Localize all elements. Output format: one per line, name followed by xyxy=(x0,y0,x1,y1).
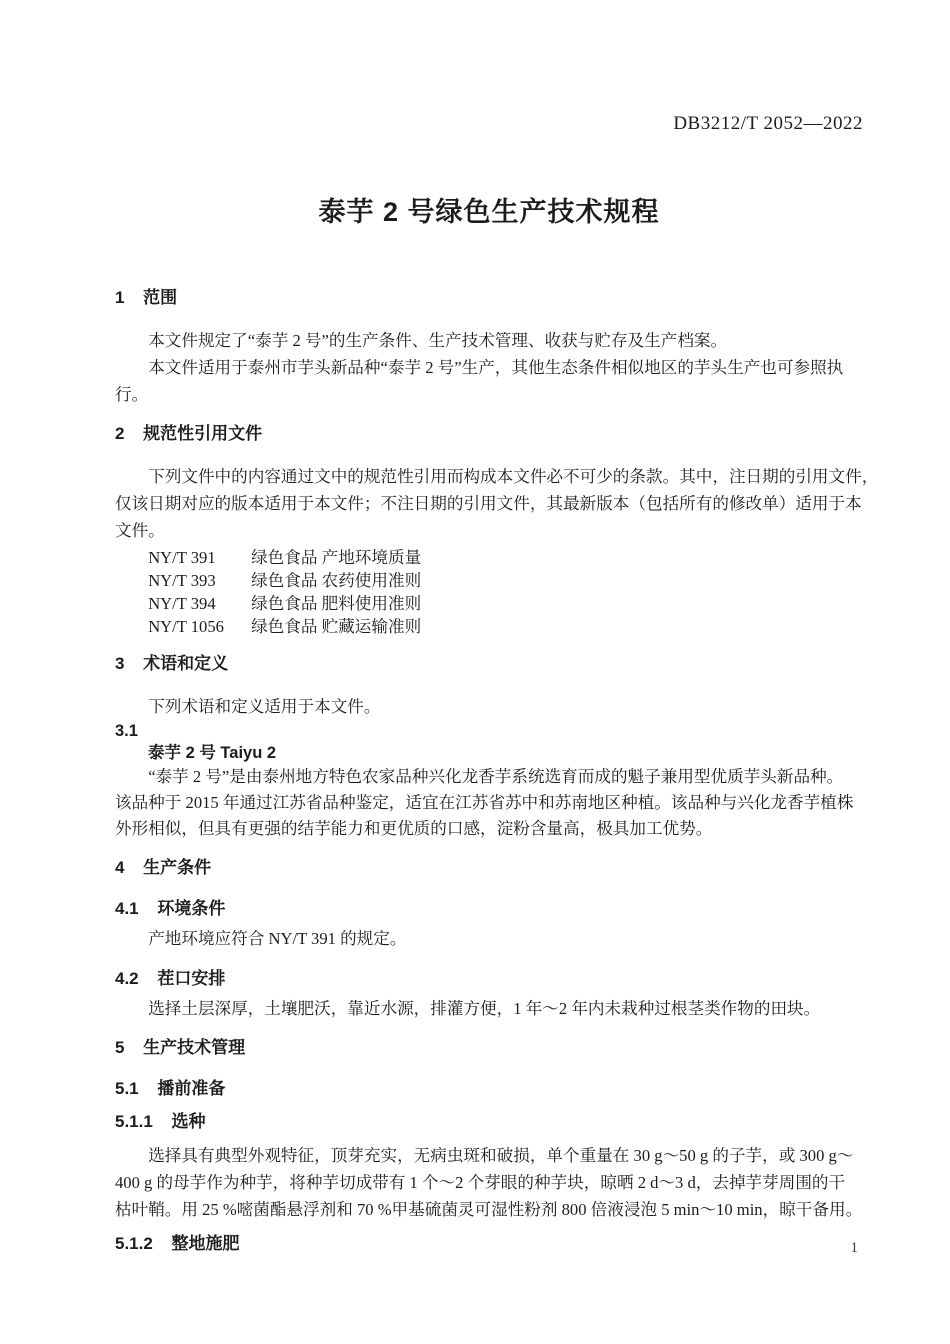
text-line: 选择具有典型外观特征，顶芽充实，无病虫斑和破损，单个重量在 30 g～50 g 的子芋，或 300 g～ xyxy=(148,1146,854,1165)
scope-paragraph-2 xyxy=(115,354,863,408)
reference-title: 绿色食品 肥料使用准则 xyxy=(251,594,422,613)
section-5-production-management-heading xyxy=(115,1036,863,1060)
section-2-normative-references-heading xyxy=(115,422,863,446)
text-line: 文件。 xyxy=(115,521,165,540)
heading-number: 5.1.1 xyxy=(115,1112,153,1131)
normative-reference-list xyxy=(115,546,863,638)
heading-label: 选种 xyxy=(171,1112,206,1131)
reference-item xyxy=(115,615,863,638)
document-body xyxy=(115,286,879,1256)
section-4-production-conditions-heading xyxy=(115,856,863,880)
heading-number: 2 xyxy=(115,424,125,443)
section-3-terms-heading xyxy=(115,652,863,676)
heading-label: 范围 xyxy=(143,288,178,307)
reference-code: NY/T 1056 xyxy=(148,617,224,636)
section-5-1-1-seed-selection-heading xyxy=(115,1110,863,1134)
terms-intro-paragraph xyxy=(115,693,863,720)
text-line: 选择土层深厚，土壤肥沃，靠近水源，排灌方便，1 年～2 年内未栽种过根茎类作物的田块。 xyxy=(148,999,821,1018)
heading-number: 3 xyxy=(115,654,125,673)
heading-number: 5 xyxy=(115,1038,125,1057)
text-line: 行。 xyxy=(115,385,149,404)
text-line: 3.1 xyxy=(115,722,138,740)
section-5-1-pre-sowing-heading xyxy=(115,1077,863,1101)
text-line: “泰芋 2 号”是由泰州地方特色农家品种兴化龙香芋系统选育而成的魁子兼用型优质芋头新品种。 xyxy=(148,767,844,786)
heading-number: 4.1 xyxy=(115,899,139,918)
section-5-1-2-soil-preparation-heading xyxy=(115,1232,863,1256)
heading-number: 4 xyxy=(115,858,125,877)
text-line: 本文件规定了“泰芋 2 号”的生产条件、生产技术管理、收获与贮存及生产档案。 xyxy=(148,331,728,350)
text-line: 泰芋 2 号 Taiyu 2 xyxy=(148,744,277,762)
term-3-1-definition xyxy=(115,764,863,842)
section-4-2-crop-rotation-heading xyxy=(115,967,863,991)
text-line: 下列文件中的内容通过文中的规范性引用而构成本文件必不可少的条款。其中，注日期的引用文件， xyxy=(148,467,879,486)
text-line: 400 g 的母芋作为种芋，将种芋切成带有 1 个～2 个芽眼的种芋块，晾晒 2 d～3 d，去掉芋芽周围的干 xyxy=(115,1173,846,1192)
section-1-scope-heading xyxy=(115,286,863,310)
page-number: 1 xyxy=(850,1240,858,1256)
standard-code: DB3212/T 2052—2022 xyxy=(673,113,863,134)
term-3-1-number xyxy=(115,720,863,742)
text-line: 外形相似，但具有更强的结芋能力和更优质的口感，淀粉含量高，极具加工优势。 xyxy=(115,819,713,838)
reference-code: NY/T 391 xyxy=(148,548,216,567)
reference-item xyxy=(115,546,863,569)
heading-label: 生产技术管理 xyxy=(143,1038,246,1057)
heading-label: 规范性引用文件 xyxy=(143,424,263,443)
term-3-1-title xyxy=(115,742,863,764)
heading-number: 4.2 xyxy=(115,969,139,988)
section-4-1-environment-heading xyxy=(115,897,863,921)
scope-paragraph-1 xyxy=(115,327,863,354)
text-line: 枯叶鞘。用 25 %嘧菌酯悬浮剂和 70 %甲基硫菌灵可湿性粉剂 800 倍液浸泡 5 min～10 min，晾干备用。 xyxy=(115,1200,863,1219)
text-line: 仅该日期对应的版本适用于本文件；不注日期的引用文件，其最新版本（包括所有的修改单）适用于本 xyxy=(115,494,862,513)
reference-title: 绿色食品 产地环境质量 xyxy=(251,548,422,567)
reference-item xyxy=(115,569,863,592)
heading-number: 5.1.2 xyxy=(115,1234,153,1253)
document-content xyxy=(115,0,879,1264)
heading-label: 茬口安排 xyxy=(157,969,226,988)
text-line: 产地环境应符合 NY/T 391 的规定。 xyxy=(148,929,407,948)
reference-code: NY/T 394 xyxy=(148,594,216,613)
reference-title: 绿色食品 农药使用准则 xyxy=(251,571,422,590)
crop-rotation-paragraph xyxy=(115,995,863,1022)
document-title: 泰芋 2 号绿色生产技术规程 xyxy=(318,197,660,227)
text-line: 该品种于 2015 年通过江苏省品种鉴定，适宜在江苏省苏中和苏南地区种植。该品种与兴化龙香芋植株 xyxy=(115,793,854,812)
seed-selection-paragraph xyxy=(115,1142,863,1223)
heading-number: 1 xyxy=(115,288,125,307)
heading-number: 5.1 xyxy=(115,1079,139,1098)
normative-references-paragraph xyxy=(115,463,879,544)
reference-item xyxy=(115,592,863,615)
heading-label: 播前准备 xyxy=(157,1079,226,1098)
text-line: 下列术语和定义适用于本文件。 xyxy=(148,697,381,716)
heading-label: 术语和定义 xyxy=(143,654,229,673)
text-line: 本文件适用于泰州市芋头新品种“泰芋 2 号”生产，其他生态条件相似地区的芋头生产也可参照执 xyxy=(148,358,844,377)
reference-code: NY/T 393 xyxy=(148,571,216,590)
heading-label: 整地施肥 xyxy=(171,1234,240,1253)
heading-label: 环境条件 xyxy=(157,899,226,918)
reference-title: 绿色食品 贮藏运输准则 xyxy=(251,617,422,636)
heading-label: 生产条件 xyxy=(143,858,212,877)
environment-paragraph xyxy=(115,925,863,952)
